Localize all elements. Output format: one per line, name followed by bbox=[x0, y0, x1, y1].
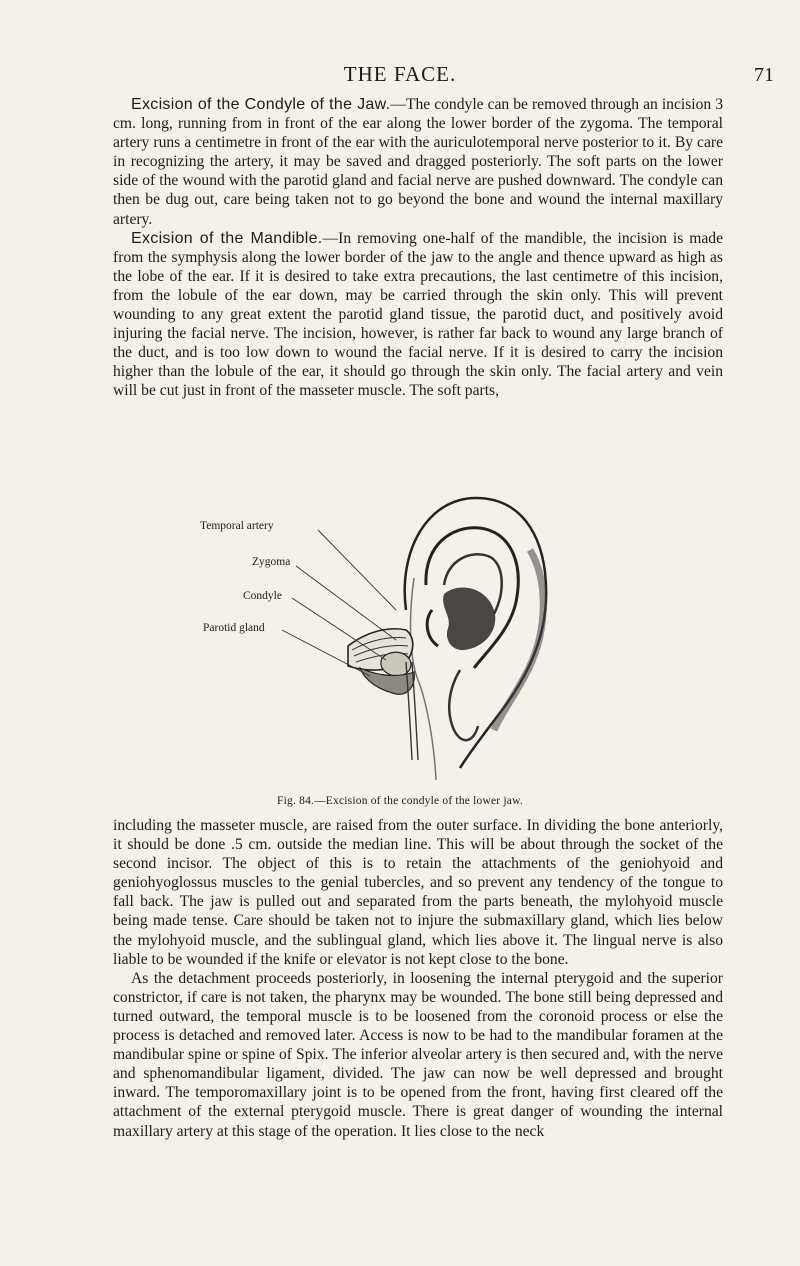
ear-illustration bbox=[248, 490, 568, 780]
ear-lobule bbox=[449, 670, 478, 740]
figure-caption: Fig. 84.—Excision of the condyle of the lower jaw. bbox=[277, 795, 523, 807]
paragraph-condyle bbox=[113, 95, 723, 229]
text-block-bottom bbox=[113, 816, 723, 1141]
section-heading-condyle: Excision of the Condyle of the Jaw. bbox=[131, 96, 391, 113]
ear-tragus bbox=[427, 610, 438, 646]
page-number: 71 bbox=[754, 64, 774, 86]
label-parotid-gland: Parotid gland bbox=[203, 622, 265, 634]
label-condyle: Condyle bbox=[243, 590, 282, 602]
text-block-top bbox=[113, 95, 723, 401]
leader-zygoma bbox=[296, 566, 396, 640]
paragraph-mandible bbox=[113, 229, 723, 401]
figure-ear-excision bbox=[200, 490, 568, 780]
label-zygoma: Zygoma bbox=[252, 556, 291, 568]
paragraph-continued: including the masseter muscle, are raised from the outer surface. In dividing the bone anteriorly, it should be done .5 cm. outside the median line. This will be about through the socket of the second incisor. The object of this is to retain the attachments of the geniohyoid and geniohyoglossus muscles to the genial tubercles, and so prevent any tendency of the tongue to fall back. The jaw is pulled out and separated from the parts beneath, the mylohyoid muscle being made tense. Care should be taken not to injure the submaxillary gland, which lies below the mylohyoid muscle, and the sublingual gland, which lies above it. The lingual nerve is also liable to be wounded if the knife or elevator is not kept close to the bone. bbox=[113, 817, 723, 968]
paragraph-mandible-text: —In removing one-half of the mandible, the incision is made from the symphysis along the lower border of the jaw to the angle and thence upward as high as the lobe of the ear. If it is desired to take extra precautions, the last centimetre of this incision, from the lobule of the ear down, may be carried through the skin only. This will prevent wounding to any great extent the parotid gland tissue, the parotid duct, and positively avoid injuring the facial nerve. The incision, however, is rather far back to wound any large branch of the duct, and is too low down to wound the facial nerve. If it is desired to carry the incision higher than the lobule of the ear, it should go through the skin only. The facial artery and vein will be cut just in front of the masseter muscle. The soft parts, bbox=[113, 229, 723, 400]
ear-concha bbox=[443, 587, 495, 650]
paragraph-condyle-text: —The condyle can be removed through an incision 3 cm. long, running from in front of the ear along the lower border of the zygoma. The temporal artery runs a centimetre in front of the ear with the auriculotemporal nerve posterior to it. By care in recognizing the artery, it may be saved and dragged posteriorly. The soft parts on the lower side of the wound with the parotid gland and facial nerve are pushed downward. The condyle can then be dug out, care being taken not to go beyond the bone and wound the internal maxillary artery. bbox=[113, 96, 724, 228]
paragraph-detachment: As the detachment proceeds posteriorly, in loosening the internal pterygoid and the superior constrictor, if care is not taken, the pharynx may be wounded. The bone still being depressed and turned outward, the temporal muscle is to be loosened from the coronoid process or else the process is detached and removed later. Access is now to be had to the mandibular foramen at the mandibular spine or spine of Spix. The inferior alveolar artery is then secured and, with the nerve and sphenomandibular ligament, divided. The jaw can now be well depressed and brought inward. The temporomaxillary joint is to be opened from the front, having first cleared off the attachment of the external pterygoid muscle. There is great danger of wounding the internal maxillary artery at this stage of the operation. It lies close to the neck bbox=[113, 969, 723, 1140]
section-heading-mandible: Excision of the Mandible. bbox=[131, 229, 323, 247]
leader-condyle bbox=[292, 598, 386, 660]
label-temporal-artery: Temporal artery bbox=[200, 520, 274, 532]
running-head: THE FACE. bbox=[343, 62, 457, 86]
leader-temporal-artery bbox=[318, 530, 396, 610]
